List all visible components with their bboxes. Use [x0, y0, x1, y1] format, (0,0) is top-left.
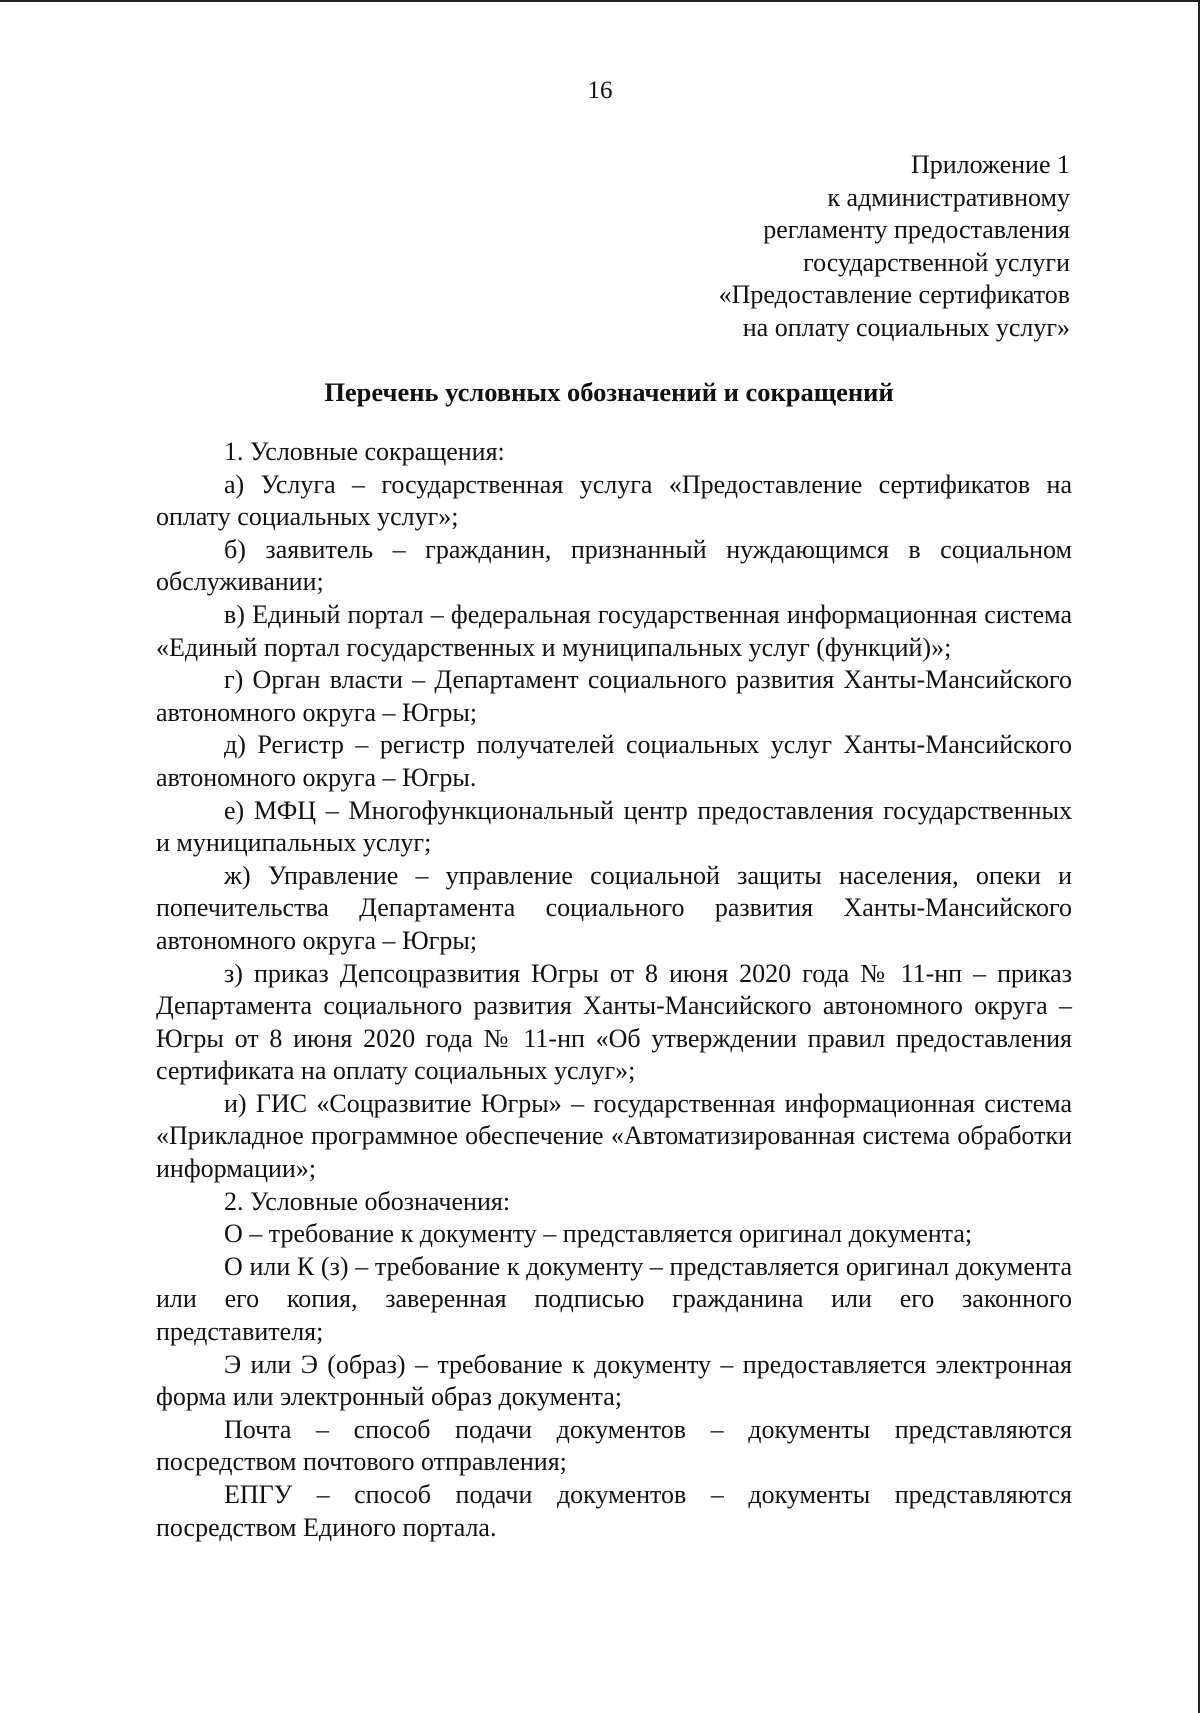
paragraph-item: О или К (з) – требование к документу – представляется оригинал документа или его копия, заверенная подписью гражданина или его законного представителя; — [156, 1251, 1072, 1347]
paragraph-item: е) МФЦ – Многофункциональный центр предоставления государственных и муниципальных услуг; — [156, 795, 1072, 858]
paragraph-item: О – требование к документу – представляется оригинал документа; — [224, 1219, 973, 1249]
paragraph-item: Э или Э (образ) – требование к документу – предоставляется электронная форма или электронный образ документа; — [156, 1349, 1072, 1412]
paragraph-item: ж) Управление – управление социальной защиты населения, опеки и попечительства Департамента социального развития Ханты-Мансийского автономного округа – Югры; — [156, 860, 1072, 955]
document-title: Перечень условных обозначений и сокращений — [324, 377, 894, 407]
paragraph-item: а) Услуга – государственная услуга «Предоставление сертификатов на оплату социальных услуг»; — [156, 469, 1072, 532]
page-number: 16 — [587, 77, 613, 104]
section-heading-abbreviations: 1. Условные сокращения: — [224, 437, 505, 466]
paragraph-item: г) Орган власти – Департамент социального развития Ханты-Мансийского автономного округа – Югры; — [156, 665, 1072, 727]
appendix-line: на оплату социальных услуг» — [742, 312, 1070, 342]
paragraph-item: д) Регистр – регистр получателей социальных услуг Ханты-Мансийского автономного округа – Югры. — [156, 730, 1072, 792]
paragraph-item: ЕПГУ – способ подачи документов – документы представляются посредством Единого портала. — [156, 1480, 1072, 1542]
document-body — [156, 436, 1072, 1544]
appendix-line: «Предоставление сертификатов — [718, 280, 1070, 310]
paragraph-item: з) приказ Депсоцразвития Югры от 8 июня 2020 года № 11-нп – приказ Департамента социального развития Ханты-Мансийского автономного округа – Югры от 8 июня 2020 года № 11-нп «Об утверждении правил предоставления сертификата на оплату социальных услуг»; — [156, 958, 1072, 1086]
appendix-line: к административному — [827, 182, 1070, 212]
appendix-line: регламенту предоставления — [763, 215, 1070, 245]
appendix-line: Приложение 1 — [910, 150, 1070, 179]
paragraph-item: и) ГИС «Соцразвитие Югры» – государственная информационная система «Прикладное программное обеспечение «Автоматизированная система обработки информации»; — [156, 1088, 1072, 1184]
paragraph-item: Почта – способ подачи документов – документы представляются посредством почтового отправления; — [156, 1414, 1072, 1477]
appendix-header — [719, 149, 1070, 345]
paragraph-item: б) заявитель – гражданин, признанный нуждающимся в социальном обслуживании; — [156, 534, 1072, 597]
appendix-line: государственной услуги — [803, 247, 1070, 277]
section-heading-symbols: 2. Условные обозначения: — [224, 1186, 511, 1216]
paragraph-item: в) Единый портал – федеральная государственная информационная система «Единый портал государственных и муниципальных услуг (функций)»; — [156, 599, 1072, 662]
